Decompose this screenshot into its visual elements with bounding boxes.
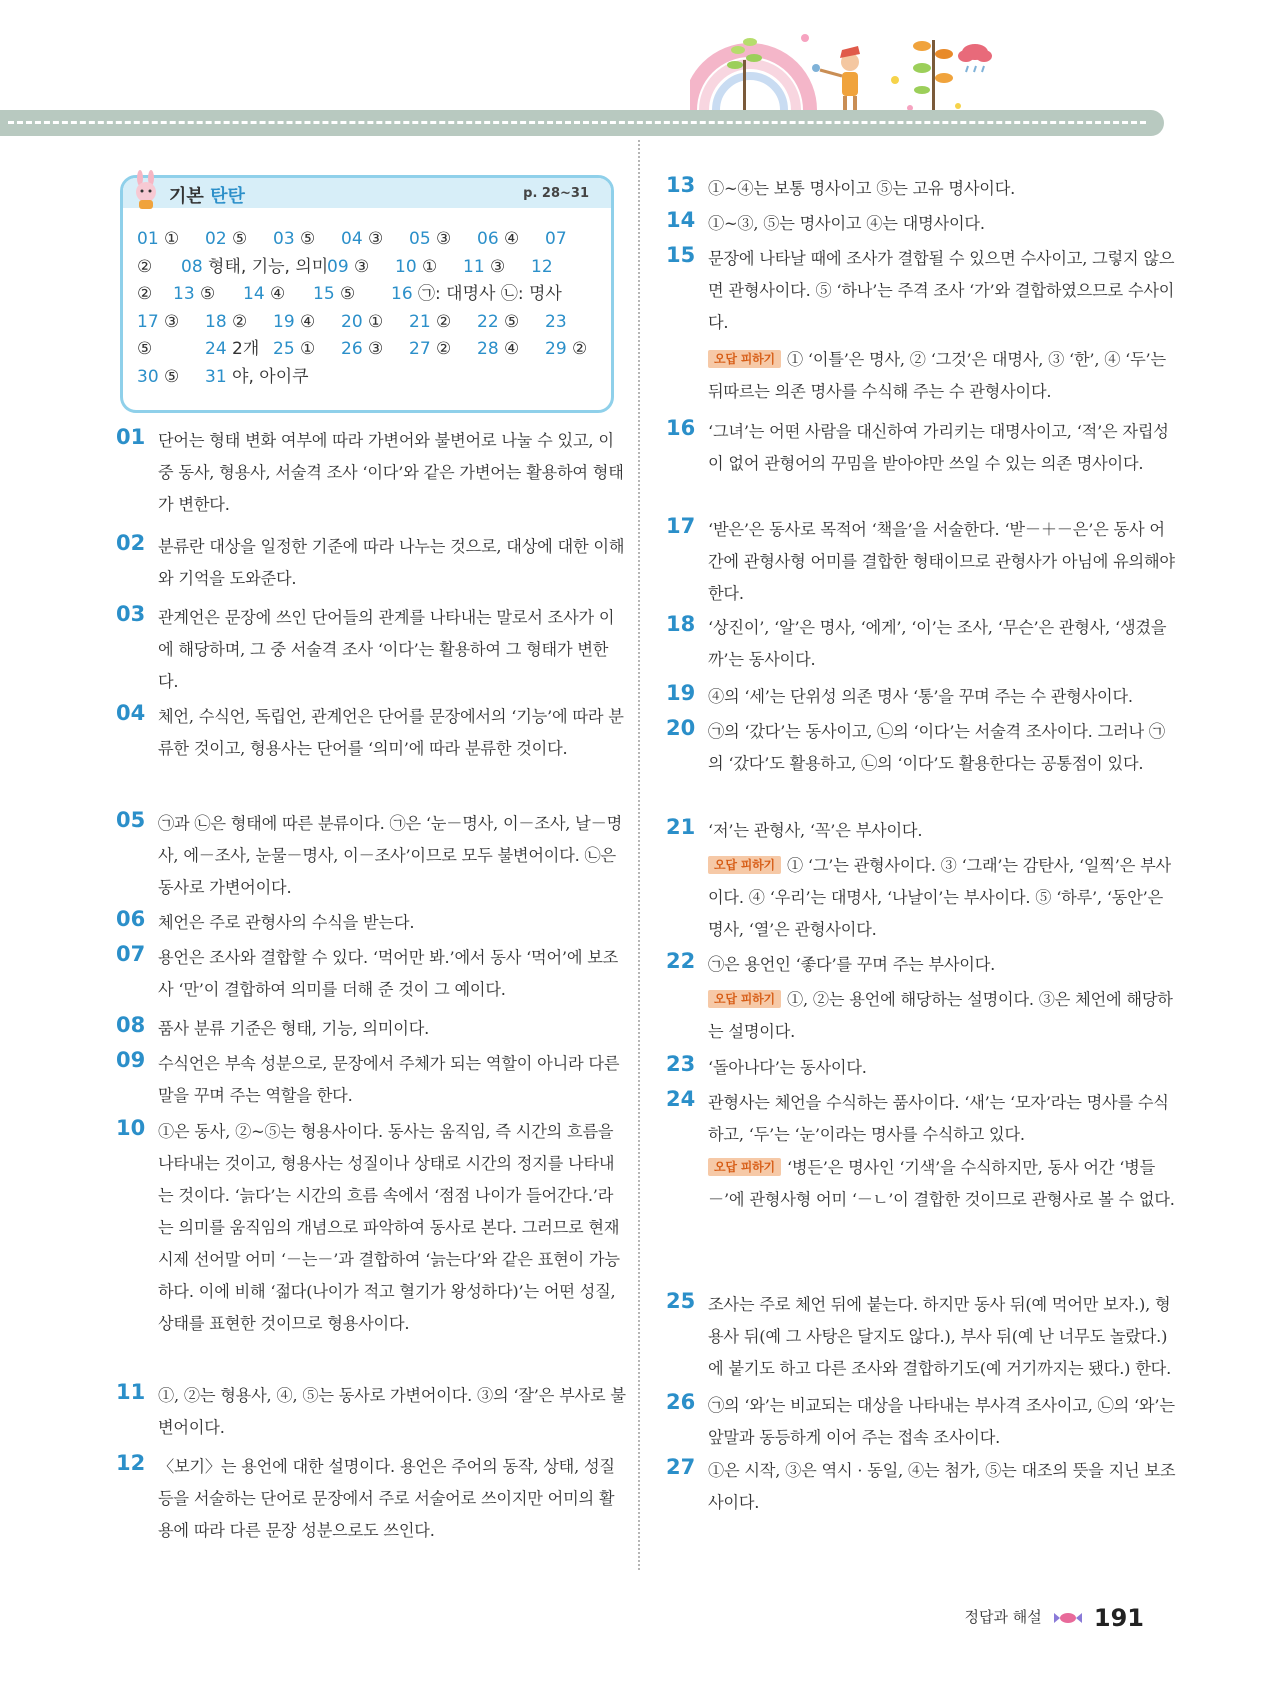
answer-item [137, 226, 179, 254]
answer-value: ㉠: 대명사 ㉡: 명사 [418, 284, 562, 304]
answer-number: 12 [531, 256, 553, 277]
answer-value: ⑤ [504, 311, 520, 332]
explanation-entry [666, 1052, 1178, 1084]
explanation-entry [666, 1289, 1178, 1385]
answer-value: ② [137, 256, 153, 277]
answer-item [273, 226, 315, 254]
answer-number: 07 [545, 229, 567, 249]
entry-text-block [708, 1152, 1178, 1216]
answer-item [409, 336, 451, 364]
answer-item [477, 309, 519, 337]
answer-item [273, 309, 315, 337]
answer-row [137, 336, 603, 364]
entry-text: ④의 ‘세’는 단위성 의존 명사 ‘통’을 꾸며 주는 수 관형사이다. [708, 687, 1133, 706]
explanation-entry [666, 416, 1178, 480]
entry-text-block [158, 701, 628, 765]
explanation-entry [116, 907, 628, 939]
entry-text-block [708, 1289, 1178, 1385]
entry-text-block [708, 514, 1178, 610]
entry-text: ① ‘이틀’은 명사, ② ‘그것’은 대명사, ③ ‘한’, ④ ‘두’는 뒤따르는 의존 명사를 수식해 주는 수 관형사이다. [708, 350, 1166, 401]
explanation-entry [116, 701, 628, 765]
entry-text-block [708, 243, 1178, 339]
answer-number: 01 [137, 229, 159, 249]
entry-text: 분류란 대상을 일정한 기준에 따라 나누는 것으로, 대상에 대한 이해와 기억을 도와준다. [158, 537, 625, 588]
entry-number: 07 [116, 942, 146, 966]
entry-number: 24 [666, 1087, 696, 1111]
answer-value: ③ [368, 339, 384, 359]
entry-text: ‘상진이’, ‘알’은 명사, ‘에게’, ‘이’는 조사, ‘무슨’은 관형사, ‘생겼을까’는 동사이다. [708, 618, 1167, 669]
answer-number: 26 [341, 339, 363, 359]
explanation-entry [666, 716, 1178, 780]
entry-text-block [708, 173, 1178, 205]
tip-entry [708, 984, 1178, 1048]
answer-value: ② [232, 311, 248, 332]
answer-number: 09 [327, 256, 349, 277]
entry-text: 품사 분류 기준은 형태, 기능, 의미이다. [158, 1019, 430, 1038]
entry-text-block [158, 531, 628, 595]
explanation-entry [666, 1087, 1178, 1151]
entry-text: 단어는 형태 변화 여부에 따라 가변어와 불변어로 나눌 수 있고, 이 중 동사, 형용사, 서술격 조사 ‘이다’와 같은 가변어는 활용하여 형태가 변한다. [158, 431, 624, 514]
entry-text-block [708, 1087, 1178, 1151]
entry-number: 08 [116, 1013, 146, 1037]
entry-text: ‘돌아나다’는 동사이다. [708, 1058, 867, 1077]
entry-text: ① ‘그’는 관형사이다. ③ ‘그래’는 감탄사, ‘일찍’은 부사이다. ④ ‘우리’는 대명사, ‘나날이’는 부사이다. ⑤ ‘하루’, ‘동안’은 명사, ‘열’은 관형사이다. [708, 856, 1171, 939]
entry-text-block [158, 942, 628, 1006]
entry-number: 06 [116, 907, 146, 931]
entry-number: 15 [666, 243, 696, 267]
tip-badge: 오답 피하기 [708, 1158, 781, 1176]
answer-item [477, 226, 519, 254]
explanation-entry [116, 1451, 628, 1547]
entry-text: ‘저’는 관형사, ‘꼭’은 부사이다. [708, 821, 923, 840]
entry-text-block [708, 1455, 1178, 1519]
explanation-entry [116, 1380, 628, 1444]
entry-number: 23 [666, 1052, 696, 1076]
column-divider [638, 140, 640, 1570]
entry-text-block [158, 1451, 628, 1547]
answer-item [545, 309, 567, 337]
tip-entry [708, 1152, 1178, 1216]
answer-key-header [123, 178, 611, 208]
answer-value: ① [164, 229, 180, 249]
entry-text-block [158, 602, 628, 698]
entry-number: 13 [666, 173, 696, 197]
tip-badge: 오답 피하기 [708, 856, 781, 874]
answer-value: 형태, 기능, 의미 [208, 256, 329, 277]
answer-value: ④ [504, 339, 520, 359]
answer-item [243, 281, 285, 309]
answer-number: 13 [173, 284, 195, 304]
answer-item [137, 254, 152, 282]
entry-text: ①, ②는 용언에 해당하는 설명이다. ③은 체언에 해당하는 설명이다. [708, 990, 1173, 1041]
answer-number: 31 [205, 366, 227, 387]
answer-number: 27 [409, 339, 431, 359]
explanation-entry [666, 208, 1178, 240]
entry-number: 11 [116, 1380, 146, 1404]
answer-value: ③ [490, 256, 506, 277]
entry-text: ‘병든’은 명사인 ‘기색’을 수식하지만, 동사 어간 ‘병들－’에 관형사형 어미 ‘－ㄴ’이 결합한 것이므로 관형사로 볼 수 없다. [708, 1158, 1175, 1209]
entry-text-block [158, 1048, 628, 1112]
entry-text: 체언, 수식언, 독립언, 관계언은 단어를 문장에서의 ‘기능’에 따라 분류한 것이고, 형용사는 단어를 ‘의미’에 따라 분류한 것이다. [158, 707, 624, 758]
entry-text-block [158, 907, 628, 939]
answer-value: ③ [368, 229, 384, 249]
answer-value: ① [368, 311, 384, 332]
answer-number: 19 [273, 311, 295, 332]
answer-value: ⑤ [232, 229, 248, 249]
answer-item [477, 336, 519, 364]
answer-value: ④ [300, 311, 316, 332]
entry-number: 25 [666, 1289, 696, 1313]
entry-text-block [158, 425, 628, 521]
entry-number: 04 [116, 701, 146, 725]
answer-value: 2개 [232, 339, 260, 359]
entry-number: 10 [116, 1116, 146, 1140]
answer-number: 08 [181, 256, 203, 277]
rain-cloud-icon [958, 44, 992, 72]
entry-number: 03 [116, 602, 146, 626]
answer-number: 29 [545, 339, 567, 359]
answer-value: ④ [504, 229, 520, 249]
entry-text-block [708, 850, 1178, 946]
entry-text-block [158, 1380, 628, 1444]
answer-number: 10 [395, 256, 417, 277]
explanation-entry [116, 602, 628, 698]
answer-value: ⑤ [137, 339, 153, 359]
entry-text-block [708, 612, 1178, 676]
explanation-entry [666, 243, 1178, 339]
answer-key-box [120, 175, 614, 413]
answer-item [181, 254, 328, 282]
entry-text: ㉠은 용언인 ‘좋다’를 꾸며 주는 부사이다. [708, 955, 996, 974]
answer-number: 16 [391, 284, 413, 304]
tip-entry [708, 850, 1178, 946]
answer-item [409, 226, 451, 254]
answer-number: 20 [341, 311, 363, 332]
entry-text: 조사는 주로 체언 뒤에 붙는다. 하지만 동사 뒤(예 먹어만 보자.), 형용사 뒤(예 그 사탕은 달지도 않다.), 부사 뒤(예 난 너무도 놀랐다.)에 붙기도 하고 다른 조사와 결합하기도(예 거기까지는 됐다.) 한다. [708, 1295, 1172, 1378]
tip-entry [708, 344, 1178, 408]
entry-number: 27 [666, 1455, 696, 1479]
answer-item [327, 254, 369, 282]
entry-text: 관형사는 체언을 수식하는 품사이다. ‘새’는 ‘모자’라는 명사를 수식하고, ‘두’는 ‘눈’이라는 명사를 수식하고 있다. [708, 1093, 1169, 1144]
answer-row [137, 254, 603, 282]
answer-item [137, 364, 179, 392]
explanation-entry [666, 514, 1178, 610]
answer-item [545, 226, 567, 254]
entry-number: 12 [116, 1451, 146, 1475]
entry-text: 관계언은 문장에 쓰인 단어들의 관계를 나타내는 말로서 조사가 이에 해당하며, 그 중 서술격 조사 ‘이다’는 활용하여 그 형태가 변한다. [158, 608, 615, 691]
answer-number: 30 [137, 366, 159, 387]
entry-text: 용언은 조사와 결합할 수 있다. ‘먹어만 봐.’에서 동사 ‘먹어’에 보조사 ‘만’이 결합하여 의미를 더해 준 것이 그 예이다. [158, 948, 619, 999]
answer-item [137, 309, 179, 337]
answer-item [173, 281, 215, 309]
answer-number: 14 [243, 284, 265, 304]
answer-number: 25 [273, 339, 295, 359]
entry-text-block [158, 808, 628, 904]
entry-text: ‘그녀’는 어떤 사람을 대신하여 가리키는 대명사이고, ‘적’은 자립성이 없어 관형어의 꾸밈을 받아야만 쓰일 수 있는 의존 명사이다. [708, 422, 1169, 473]
answer-number: 24 [205, 339, 227, 359]
answer-item [531, 254, 553, 282]
candy-icon [1053, 1612, 1083, 1624]
answer-value: ⑤ [300, 229, 316, 249]
answer-number: 17 [137, 311, 159, 332]
answer-number: 04 [341, 229, 363, 249]
entry-text: 〈보기〉는 용언에 대한 설명이다. 용언은 주어의 동작, 상태, 성질 등을 서술하는 단어로 문장에서 주로 서술어로 쓰이지만 어미의 활용에 따라 다른 문장 성분으로도 쓰인다. [158, 1457, 615, 1540]
explanation-entry [666, 612, 1178, 676]
answer-item [313, 281, 355, 309]
answer-number: 28 [477, 339, 499, 359]
entry-number: 17 [666, 514, 696, 538]
entry-text-block [708, 716, 1178, 780]
entry-text: 문장에 나타날 때에 조사가 결합될 수 있으면 수사이고, 그렇지 않으면 관형사이다. ⑤ ‘하나’는 주격 조사 ‘가’와 결합하였으므로 수사이다. [708, 249, 1175, 332]
explanation-entry [116, 1013, 628, 1045]
entry-text-block [708, 681, 1178, 713]
answer-number: 11 [463, 256, 485, 277]
answer-item [545, 336, 587, 364]
answer-item [341, 226, 383, 254]
entry-number: 09 [116, 1048, 146, 1072]
answer-item [391, 281, 562, 309]
explanation-entry [666, 1455, 1178, 1519]
answer-value: ③ [436, 229, 452, 249]
explanation-entry [116, 808, 628, 904]
explanation-entry [666, 815, 1178, 847]
explanation-entry [666, 1390, 1178, 1454]
page-number: 191 [1093, 1604, 1144, 1632]
answer-key-title: 기본 탄탄 [169, 186, 245, 207]
entry-text: ㉠의 ‘와’는 비교되는 대상을 나타내는 부사격 조사이고, ㉡의 ‘와’는 앞말과 동등하게 이어 주는 접속 조사이다. [708, 1396, 1175, 1447]
entry-number: 20 [666, 716, 696, 740]
explanation-entry [116, 942, 628, 1006]
answer-number: 21 [409, 311, 431, 332]
answer-value: 야, 아이쿠 [232, 366, 309, 387]
answer-number: 05 [409, 229, 431, 249]
answer-row [137, 364, 603, 392]
answer-item [395, 254, 437, 282]
page-footer [964, 1604, 1144, 1632]
rabbit-mascot-icon [129, 170, 163, 210]
entry-number: 26 [666, 1390, 696, 1414]
answer-value: ③ [164, 311, 180, 332]
entry-text-block [708, 208, 1178, 240]
entry-text-block [158, 1013, 628, 1045]
girl-figure-icon [812, 46, 860, 110]
entry-number: 14 [666, 208, 696, 232]
entry-number: 05 [116, 808, 146, 832]
answer-number: 06 [477, 229, 499, 249]
entry-number: 02 [116, 531, 146, 555]
answer-item [341, 309, 383, 337]
answer-number: 23 [545, 311, 567, 332]
answer-number: 18 [205, 311, 227, 332]
entry-text: ①~③, ⑤는 명사이고 ④는 대명사이다. [708, 214, 985, 233]
answer-item [273, 336, 315, 364]
answer-row [137, 281, 603, 309]
answer-item [137, 281, 152, 309]
answer-row [137, 309, 603, 337]
answer-value: ② [436, 311, 452, 332]
explanation-entry [116, 1116, 628, 1340]
entry-text-block [708, 1390, 1178, 1454]
entry-text-block [708, 1052, 1178, 1084]
entry-text-block [708, 344, 1178, 408]
entry-text: ①, ②는 형용사, ④, ⑤는 동사로 가변어이다. ③의 ‘잘’은 부사로 불변어이다. [158, 1386, 626, 1437]
answer-item [205, 309, 247, 337]
answer-item [463, 254, 505, 282]
answer-value: ② [572, 339, 588, 359]
answer-value: ③ [354, 256, 370, 277]
entry-number: 19 [666, 681, 696, 705]
answer-value: ⑤ [340, 284, 356, 304]
answer-item [205, 336, 259, 364]
entry-text-block [158, 1116, 628, 1340]
answer-value: ① [422, 256, 438, 277]
answer-key-pages: p. 28~31 [523, 186, 589, 201]
entry-number: 21 [666, 815, 696, 839]
entry-text: 체언은 주로 관형사의 수식을 받는다. [158, 913, 415, 932]
answer-value: ④ [270, 284, 286, 304]
answer-value: ② [137, 284, 153, 304]
entry-text: 수식언은 부속 성분으로, 문장에서 주체가 되는 역할이 아니라 다른 말을 꾸며 주는 역할을 한다. [158, 1054, 620, 1105]
answer-number: 02 [205, 229, 227, 249]
answer-value: ⑤ [164, 366, 180, 387]
footer-label: 정답과 해설 [964, 1608, 1042, 1626]
answer-value: ② [436, 339, 452, 359]
explanation-entry [666, 681, 1178, 713]
header-illustration [690, 10, 1160, 120]
answer-item [341, 336, 383, 364]
entry-text: ㉠의 ‘갔다’는 동사이고, ㉡의 ‘이다’는 서술격 조사이다. 그러나 ㉠의 ‘갔다’도 활용하고, ㉡의 ‘이다’도 활용한다는 공통점이 있다. [708, 722, 1165, 773]
explanation-entry [116, 425, 628, 521]
entry-text-block [708, 984, 1178, 1048]
entry-text: ①~④는 보통 명사이고 ⑤는 고유 명사이다. [708, 179, 1016, 198]
answer-number: 03 [273, 229, 295, 249]
answer-item [137, 336, 152, 364]
answer-row [137, 226, 603, 254]
explanation-entry [116, 1048, 628, 1112]
answer-key-list [137, 226, 603, 391]
entry-text: ①은 시작, ③은 역시 · 동일, ④는 첨가, ⑤는 대조의 뜻을 지닌 보조사이다. [708, 1461, 1176, 1512]
entry-text-block [708, 815, 1178, 847]
answer-number: 15 [313, 284, 335, 304]
entry-text: ①은 동사, ②~⑤는 형용사이다. 동사는 움직임, 즉 시간의 흐름을 나타내는 것이고, 형용사는 성질이나 상태로 시간의 정지를 나타내는 것이다. ‘늙다’는 시간의 흐름 속에서 ‘점점 나이가 들어간다.’라는 의미를 움직임의 개념으로 파악하여 동사로 본다. 그러므로 현재 시제 선어말 어미 ‘－는－’과 결합하여 ‘늙는다’와 같은 표현이 가능하다. 이에 비해 ‘젊다(나이가 적고 혈기가 왕성하다)’는 어떤 성질, 상태를 표현한 것이므로 형용사이다. [158, 1122, 620, 1333]
tip-badge: 오답 피하기 [708, 350, 781, 368]
entry-text: ㉠과 ㉡은 형태에 따른 분류이다. ㉠은 ‘눈－명사, 이－조사, 날－명사, 에－조사, 눈물－명사, 이－조사’이므로 모두 불변어이다. ㉡은 동사로 가변어이다. [158, 814, 623, 897]
entry-number: 22 [666, 949, 696, 973]
header-band [0, 110, 1164, 136]
entry-text-block [708, 416, 1178, 480]
tree-icon [913, 40, 953, 110]
explanation-entry [116, 531, 628, 595]
entry-text-block [708, 949, 1178, 981]
explanation-entry [666, 949, 1178, 981]
answer-value: ⑤ [200, 284, 216, 304]
answer-number: 22 [477, 311, 499, 332]
entry-number: 01 [116, 425, 146, 449]
explanation-entry [666, 173, 1178, 205]
answer-item [409, 309, 451, 337]
entry-text: ‘받은’은 동사로 목적어 ‘책을’을 서술한다. ‘받－＋－은’은 동사 어간에 관형사형 어미를 결합한 형태이므로 관형사가 아님에 유의해야 한다. [708, 520, 1175, 603]
answer-value: ① [300, 339, 316, 359]
answer-item [205, 364, 309, 392]
entry-number: 16 [666, 416, 696, 440]
entry-number: 18 [666, 612, 696, 636]
answer-item [205, 226, 247, 254]
tip-badge: 오답 피하기 [708, 990, 781, 1008]
